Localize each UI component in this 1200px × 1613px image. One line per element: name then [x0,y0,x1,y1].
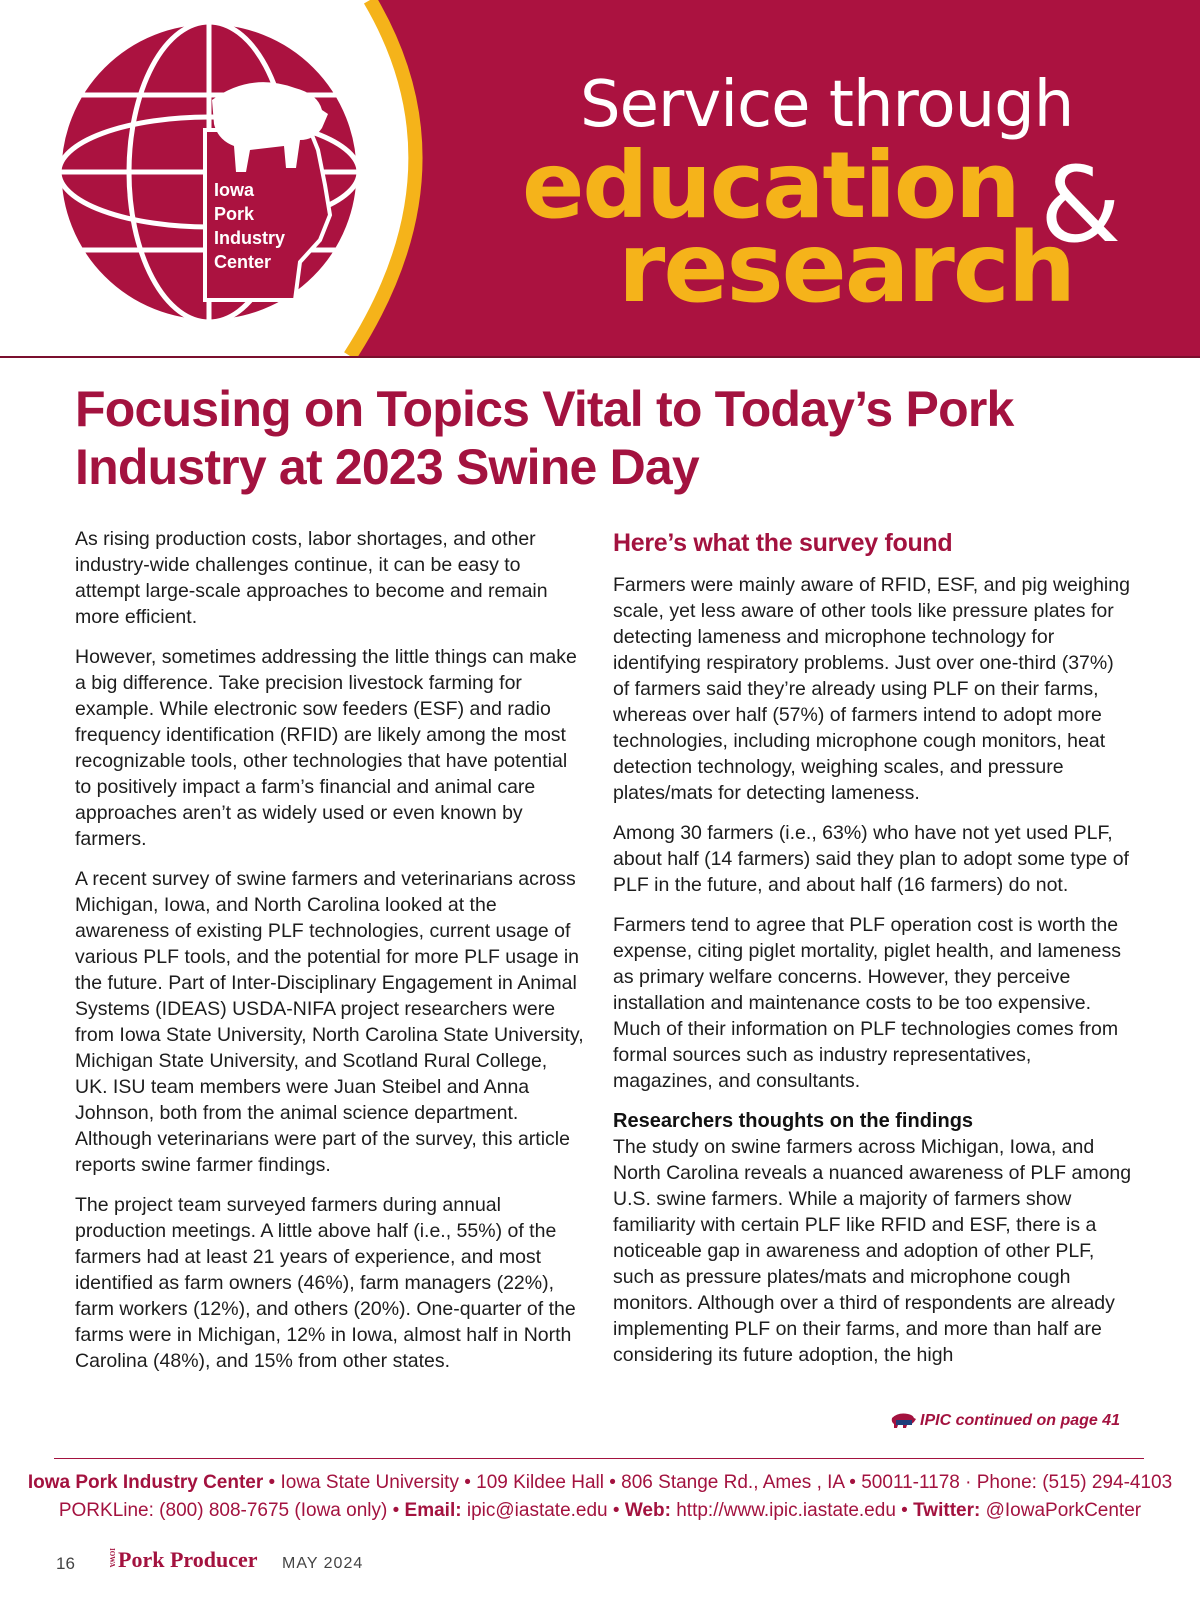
article-paragraph: The study on swine farmers across Michigan, Iowa, and North Carolina reveals a nuanced awareness of PLF among U.S. swine farmers. While a majority of farmers show familiarity with certain PLF like RFID and ESF, there is a noticeable gap in awareness and adoption of other PLF, such as pressure plates/mats and microphone cough monitors. Although over a third of respondents are already implementing PLF on their farms, and more than half are considering its future adoption, the high [613,1136,1132,1366]
survey-heading: Here’s what the survey found [613,529,953,557]
logo-line: Center [214,252,272,272]
footer-address-line: Iowa Pork Industry Center • Iowa State University • 109 Kildee Hall • 806 Stange Rd., Ames , IA • 50011-1178 · Phone: (515) 294-4103 [27,1472,1173,1493]
article-title: Focusing on Topics Vital to Today’s Pork Industry at 2023 Swine Day [75,381,1014,495]
right-column [613,528,1133,1382]
tagline-education: education [522,132,1019,239]
tagline-service: Service through [580,68,1074,142]
footer-web-label: Web: [624,1500,671,1521]
continued-link[interactable] [890,1412,1120,1430]
logo-line: Pork [214,204,255,224]
footer-email-label: Email: [404,1500,462,1521]
page-number: 16 [56,1554,75,1573]
footer-twitter-link[interactable]: @IowaPorkCenter [985,1500,1142,1521]
footer-twitter-label: Twitter: [913,1500,981,1521]
left-column [75,526,585,1388]
logo-text [214,178,314,274]
article-paragraph: However, sometimes addressing the little things can make a big difference. Take precision livestock farming for example. While electronic sow feeders (ESF) and radio frequency identification (RFID) are likely among the most recognizable tools, other technologies that have potential to positively impact a farm’s financial and animal care approaches aren’t as widely used or even known by farmers. [75,646,577,850]
article-paragraph: As rising production costs, labor shortages, and other industry-wide challenges continue, it can be easy to attempt large-scale approaches to become and remain more efficient. [75,528,548,628]
tagline-research: research [618,212,1075,324]
footer-web-link[interactable]: http://www.ipic.iastate.edu [676,1500,896,1521]
footer-email-link[interactable]: ipic@iastate.edu [466,1500,608,1521]
article-paragraph: Farmers tend to agree that PLF operation cost is worth the expense, citing piglet mortality, piglet health, and lameness as primary welfare concerns. However, they perceive installation and maintenance costs to be too expensive. Much of their information on PLF technologies comes from formal sources such as industry representatives, magazines, and consultants. [613,914,1122,1092]
issue-date: MAY 2024 [282,1555,364,1572]
article-paragraph: The project team surveyed farmers during annual production meetings. A little above half (i.e., 55%) of the farmers had at least 21 years of experience, and most identified as farm owners (46%), farm managers (22%), farm workers (12%), and others (20%). One-quarter of the farms were in Michigan, 12% in Iowa, almost half in North Carolina (48%), and 15% from other states. [75,1194,576,1372]
tagline-ampersand: & [1040,144,1122,266]
logo-line: Industry [214,228,286,248]
header-banner [0,0,1200,356]
footer-divider [54,1458,1144,1459]
magazine-name: Pork Producer [118,1547,258,1572]
article-paragraph: Among 30 farmers (i.e., 63%) who have not yet used PLF, about half (14 farmers) said they plan to adopt some type of PLF in the future, and about half (16 farmers) do not. [613,822,1129,896]
article-paragraph: A recent survey of swine farmers and veterinarians across Michigan, Iowa, and North Carolina looked at the awareness of existing PLF technologies, current usage of various PLF tools, and the potential for more PLF usage in the future. Part of Inter-Disciplinary Engagement in Animal Systems (IDEAS) USDA-NIFA project researchers were from Iowa State University, North Carolina State University, Michigan State University, and Scotland Rural College, UK. ISU team members were Juan Steibel and Anna Johnson, both from the animal science department. Although veterinarians were part of the survey, this article reports swine farmer findings. [75,868,584,1176]
magazine-logo-small: IOWA [108,1547,116,1567]
logo-line: Iowa [214,180,255,200]
banner-divider [0,356,1200,358]
magazine-logo [108,1547,258,1573]
pig-icon [890,1412,916,1428]
footer-contact-line: PORKLine: (800) 808-7675 (Iowa only) • Email: ipic@iastate.edu • Web: http://www.ipic.iastate.edu • Twitter: @IowaPorkCenter [58,1500,1142,1521]
globe-logo-icon [57,20,361,324]
findings-subheading: Researchers thoughts on the findings [613,1110,974,1132]
footer-address: Iowa State University • 109 Kildee Hall • 806 Stange Rd., Ames , IA • 50011-1178 · Phone: (515) 294-4103 [280,1472,1173,1493]
footer-org: Iowa Pork Industry Center [27,1472,264,1493]
footer-porkline: PORKLine: (800) 808-7675 (Iowa only) [58,1500,388,1521]
article-paragraph: Farmers were mainly aware of RFID, ESF, and pig weighing scale, yet less aware of other tools like pressure plates for detecting lameness and microphone technology for identifying respiratory problems. Just over one-third (37%) of farmers said they’re already using PLF on their farms, whereas over half (57%) of farmers intend to adopt more technologies, including microphone cough monitors, heat detection technology, weighing scales, and pressure plates/mats for detecting lameness. [613,574,1130,804]
continued-text: IPIC continued on page 41 [920,1412,1121,1429]
